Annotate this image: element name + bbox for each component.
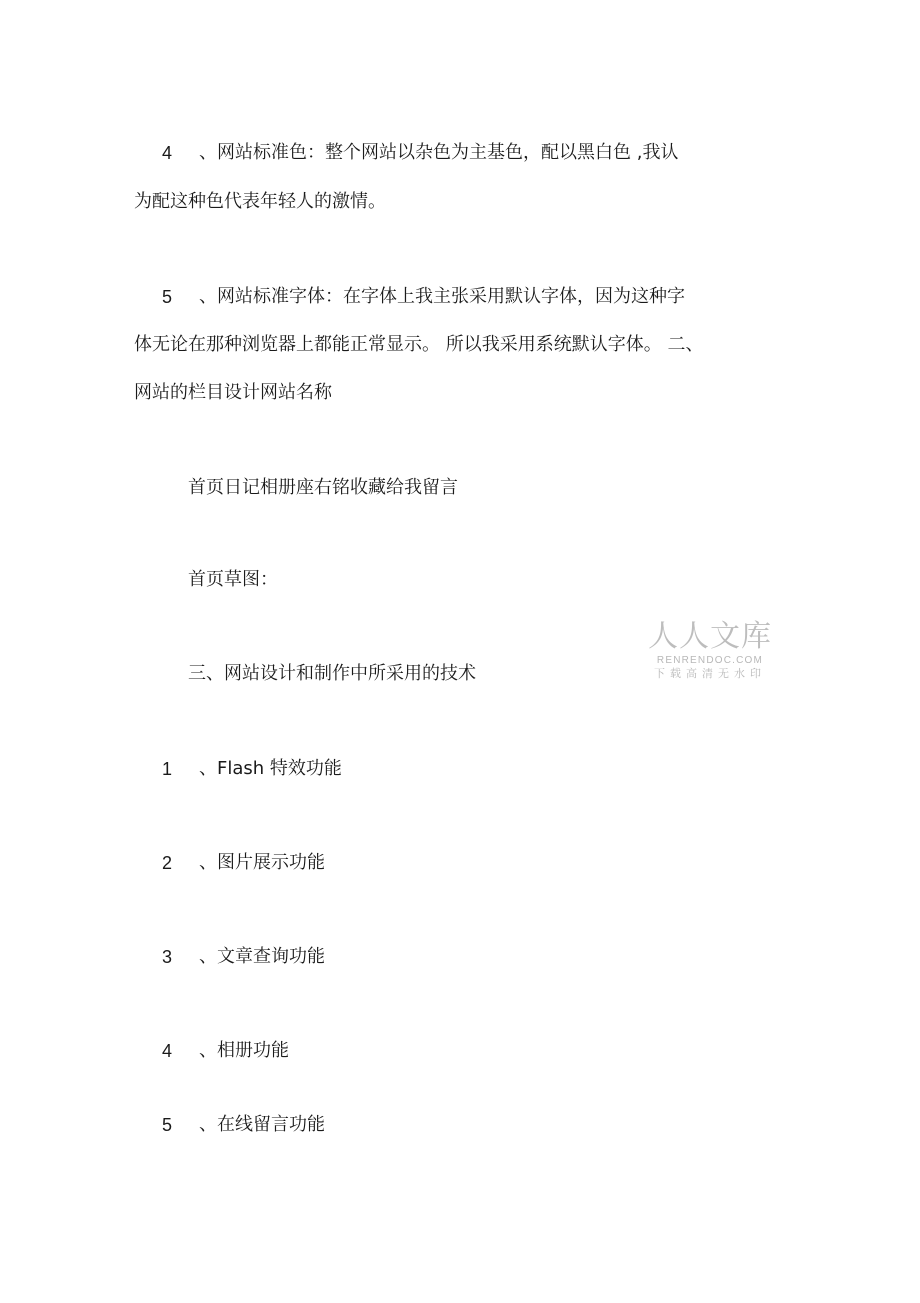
- feature-3-number: 3: [162, 947, 173, 967]
- feature-1-label: 、Flash 特效功能: [199, 758, 342, 779]
- feature-4-number: 4: [162, 1041, 173, 1061]
- section-3-heading: 三、网站设计和制作中所采用的技术: [188, 663, 476, 684]
- feature-2-number: 2: [162, 853, 173, 873]
- feature-3-label: 、文章查询功能: [199, 946, 325, 967]
- paragraph-4-text: 、网站标准色：整个网站以杂色为主基色，配以黑白色 ,我认: [199, 142, 679, 163]
- feature-1-number: 1: [162, 759, 173, 779]
- feature-4-label: 、相册功能: [199, 1040, 289, 1061]
- feature-5-number: 5: [162, 1115, 173, 1135]
- feature-5-label: 、在线留言功能: [199, 1114, 325, 1135]
- paragraph-4-number: 4: [162, 143, 173, 163]
- paragraph-5-number: 5: [162, 287, 173, 307]
- watermark-title: 人人文库: [648, 619, 772, 654]
- watermark: [645, 620, 775, 681]
- site-columns-line: 首页日记相册座右铭收藏给我留言: [188, 477, 458, 498]
- paragraph-5-continuation-1: 体无论在那种浏览器上都能正常显示。 所以我采用系统默认字体。 二、: [134, 334, 704, 355]
- watermark-tagline: 下载高清无水印: [654, 667, 766, 680]
- paragraph-5-continuation-2: 网站的栏目设计网站名称: [134, 382, 332, 403]
- watermark-url: RENRENDOC.COM: [656, 655, 764, 666]
- homepage-sketch-label: 首页草图：: [188, 569, 278, 590]
- paragraph-4-continuation: 为配这种色代表年轻人的激情。: [134, 191, 386, 212]
- paragraph-5-text: 、网站标准字体：在字体上我主张采用默认字体，因为这种字: [199, 286, 685, 307]
- feature-2-label: 、图片展示功能: [199, 852, 325, 873]
